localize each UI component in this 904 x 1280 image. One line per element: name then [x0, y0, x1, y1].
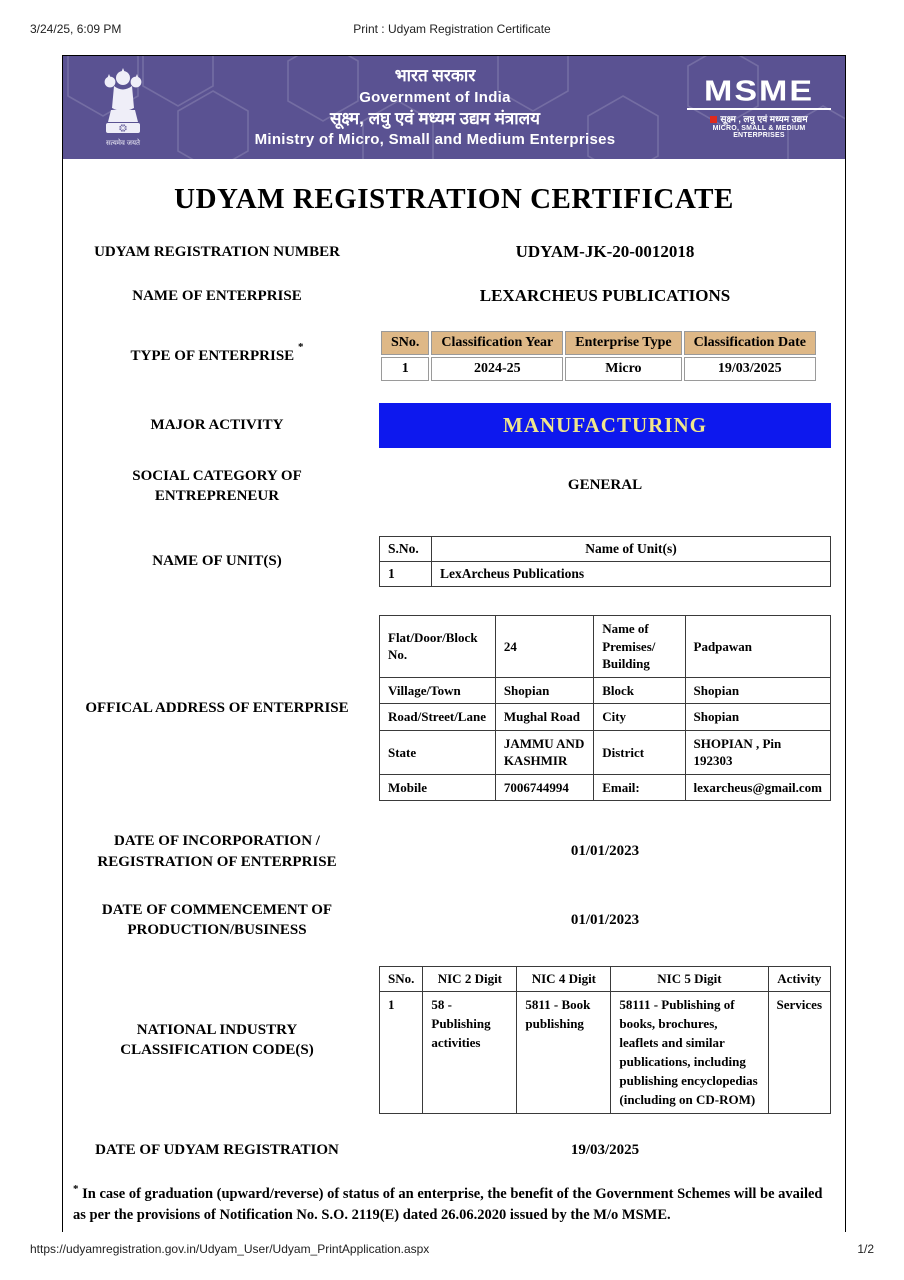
table-header-row — [380, 537, 831, 562]
incorporation-date-row — [63, 831, 845, 872]
table-cell: Name of Premises/ Building — [594, 616, 685, 678]
column-header: NIC 5 Digit — [611, 967, 768, 992]
table-cell: 1 — [380, 992, 423, 1114]
table-cell: Padpawan — [685, 616, 830, 678]
type-of-enterprise-value — [371, 329, 845, 383]
column-header: Activity — [768, 967, 830, 992]
table-row — [380, 730, 831, 774]
table-cell: District — [594, 730, 685, 774]
table-cell: Flat/Door/Block No. — [380, 616, 496, 678]
type-asterisk: * — [297, 341, 304, 354]
major-activity-banner: MANUFACTURING — [379, 403, 831, 448]
units-label: NAME OF UNIT(S) — [152, 553, 282, 570]
social-category-label: SOCIAL CATEGORY OF ENTREPRENEUR — [132, 467, 302, 504]
address-table — [379, 615, 831, 801]
print-footer-url: https://udyamregistration.gov.in/Udyam_User/Udyam_PrintApplication.aspx — [30, 1242, 430, 1256]
type-of-enterprise-label-text: TYPE OF ENTERPRISE — [130, 348, 295, 365]
table-cell: Micro — [565, 357, 681, 381]
table-cell: Road/Street/Lane — [380, 704, 496, 731]
table-cell: Services — [768, 992, 830, 1114]
enterprise-name-label: NAME OF ENTERPRISE — [132, 288, 302, 305]
column-header: SNo. — [380, 967, 423, 992]
table-row — [380, 704, 831, 731]
column-header: S.No. — [380, 537, 432, 562]
column-header: Enterprise Type — [565, 331, 681, 355]
urn-label: UDYAM REGISTRATION NUMBER — [94, 244, 340, 260]
english-government-title: Government of India — [359, 88, 511, 106]
india-emblem — [63, 66, 183, 150]
nic-label: NATIONAL INDUSTRY CLASSIFICATION CODE(S) — [120, 1022, 314, 1059]
svg-text:सत्यमेव जयते: सत्यमेव जयते — [105, 139, 141, 147]
column-header: Classification Year — [431, 331, 563, 355]
msme-hindi-tagline-text: सूक्ष्म , लघु एवं मध्यम उद्यम — [720, 114, 808, 125]
column-header: Name of Unit(s) — [432, 537, 831, 562]
enterprise-name-value: LEXARCHEUS PUBLICATIONS — [479, 286, 731, 306]
certificate-title: UDYAM REGISTRATION CERTIFICATE — [174, 183, 734, 215]
table-header-row — [381, 331, 816, 355]
table-row — [381, 357, 816, 381]
table-cell: Mughal Road — [495, 704, 593, 731]
udyam-date-value: 19/03/2025 — [570, 1142, 640, 1159]
hindi-ministry-title: सूक्ष्म, लघु एवं मध्यम उद्यम मंत्रालय — [329, 108, 541, 128]
table-cell: JAMMU AND KASHMIR — [495, 730, 593, 774]
nic-table — [379, 966, 831, 1114]
table-row — [380, 677, 831, 704]
type-of-enterprise-label — [63, 341, 371, 366]
table-cell: 58111 - Publishing of books, brochures, leaflets and similar publications, including publishing encyclopedias (including on CD-ROM) — [611, 992, 768, 1114]
table-row — [380, 616, 831, 678]
address-row — [63, 615, 845, 801]
units-table — [379, 536, 831, 587]
msme-logo-word: MSME — [704, 74, 814, 107]
msme-english-tagline: MICRO, SMALL & MEDIUM ENTERPRISES — [712, 125, 806, 140]
msme-red-mark-icon — [710, 116, 717, 123]
table-cell: Block — [594, 677, 685, 704]
address-value — [371, 615, 845, 801]
table-cell: Mobile — [380, 774, 496, 801]
table-cell: 1 — [380, 562, 432, 587]
commencement-date-label: DATE OF COMMENCEMENT OF PRODUCTION/BUSINESS — [101, 901, 333, 939]
english-ministry-title: Ministry of Micro, Small and Medium Enterprises — [254, 130, 616, 148]
nic-value — [371, 966, 845, 1114]
msme-hindi-tagline — [687, 112, 831, 125]
table-cell: lexarcheus@gmail.com — [685, 774, 830, 801]
table-cell: 19/03/2025 — [684, 357, 816, 381]
social-category-row — [63, 466, 845, 507]
table-cell: 24 — [495, 616, 593, 678]
column-header: SNo. — [381, 331, 429, 355]
units-row — [63, 536, 845, 587]
table-cell: 58 - Publishing activities — [423, 992, 517, 1114]
urn-row — [63, 242, 845, 262]
type-of-enterprise-row — [63, 329, 845, 383]
major-activity-label: MAJOR ACTIVITY — [150, 416, 284, 433]
address-label: OFFICAL ADDRESS OF ENTERPRISE — [85, 700, 349, 717]
table-cell: Shopian — [495, 677, 593, 704]
footnote — [73, 1181, 829, 1227]
hindi-government-title: भारत सरकार — [394, 66, 476, 86]
enterprise-name-row — [63, 286, 845, 306]
classification-table — [379, 329, 818, 383]
column-header: NIC 4 Digit — [517, 967, 611, 992]
print-datetime: 3/24/25, 6:09 PM — [30, 22, 122, 36]
table-cell: City — [594, 704, 685, 731]
major-activity-row — [63, 403, 845, 448]
major-activity-value-wrap — [371, 403, 845, 448]
table-cell: SHOPIAN , Pin 192303 — [685, 730, 830, 774]
table-cell: 2024-25 — [431, 357, 563, 381]
page-indicator: 1/2 — [857, 1242, 874, 1256]
table-cell: Village/Town — [380, 677, 496, 704]
msme-logo-rule — [687, 108, 831, 110]
table-header-row — [380, 967, 831, 992]
udyam-date-label: DATE OF UDYAM REGISTRATION — [95, 1142, 339, 1159]
certificate-sheet — [62, 55, 846, 1232]
social-category-value: GENERAL — [567, 477, 643, 494]
table-row — [380, 562, 831, 587]
table-cell: Email: — [594, 774, 685, 801]
table-cell: State — [380, 730, 496, 774]
msme-logo — [687, 76, 845, 140]
column-header: NIC 2 Digit — [423, 967, 517, 992]
table-cell: Shopian — [685, 677, 830, 704]
footnote-asterisk: * — [73, 1182, 79, 1195]
table-row — [380, 992, 831, 1114]
nic-row — [63, 966, 845, 1114]
table-cell: 7006744994 — [495, 774, 593, 801]
units-value — [371, 536, 845, 587]
footnote-text: In case of graduation (upward/reverse) of status of an enterprise, the benefit of the Government Schemes will be availed as per the provisions of Notification No. S.O. 2119(E) dated 26.06.2020 issued by the M/o MSME. — [73, 1185, 823, 1224]
table-cell: Shopian — [685, 704, 830, 731]
urn-value: UDYAM-JK-20-0012018 — [515, 242, 695, 262]
ashoka-emblem-icon — [94, 66, 152, 150]
table-cell: 1 — [381, 357, 429, 381]
commencement-date-value: 01/01/2023 — [570, 911, 640, 928]
table-row — [380, 774, 831, 801]
table-cell: 5811 - Book publishing — [517, 992, 611, 1114]
commencement-date-row — [63, 900, 845, 941]
udyam-date-row — [63, 1140, 845, 1160]
government-banner — [63, 56, 845, 159]
print-title: Print : Udyam Registration Certificate — [353, 22, 551, 36]
table-cell: LexArcheus Publications — [432, 562, 831, 587]
incorporation-date-label: DATE OF INCORPORATION / REGISTRATION OF ENTERPRISE — [97, 833, 337, 870]
column-header: Classification Date — [684, 331, 816, 355]
ministry-titles — [183, 65, 687, 149]
incorporation-date-value: 01/01/2023 — [570, 843, 640, 860]
